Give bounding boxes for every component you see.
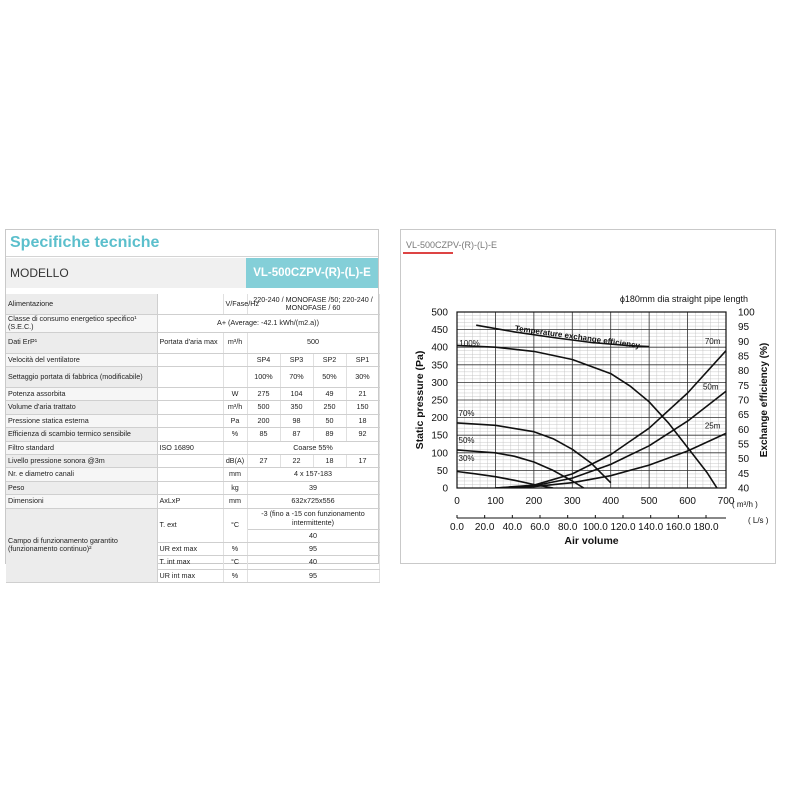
spec-speed-value: SP4 <box>247 353 280 366</box>
spec-unit <box>223 366 247 387</box>
spec-speed-value: 18 <box>346 414 379 427</box>
spec-label: Volume d'aria trattato <box>6 401 157 414</box>
spec-speed-value: 50 <box>313 414 346 427</box>
spec-unit: % <box>223 428 247 441</box>
spec-value: 220-240 / MONOFASE /50; 220-240 / MONOFASE / 60 <box>247 294 379 315</box>
y-right-tick-label: 70 <box>738 395 750 407</box>
y-right-tick-label: 45 <box>738 468 750 480</box>
range-value: -3 (fino a -15 con funzionamento intermittente) <box>247 508 379 529</box>
spec-sublabel <box>157 468 223 481</box>
spec-speed-value: 104 <box>280 387 313 400</box>
spec-row <box>6 387 379 400</box>
model-label: MODELLO <box>10 266 69 280</box>
spec-sublabel <box>157 294 223 315</box>
x-tick-label: 300 <box>563 496 581 507</box>
spec-sublabel: ISO 16890 <box>157 441 223 454</box>
range-value: 95 <box>247 569 379 582</box>
y-right-tick-label: 75 <box>738 380 750 392</box>
x-ls-tick-label: 20.0 <box>474 522 495 533</box>
y-tick-label: 100 <box>431 448 448 460</box>
spec-speed-value: 49 <box>313 387 346 400</box>
spec-sublabel <box>157 414 223 427</box>
spec-unit: Pa <box>223 414 247 427</box>
range-unit: % <box>223 569 247 582</box>
x-tick-label: 600 <box>679 496 696 507</box>
x-ls-tick-label: 140.0 <box>638 522 664 533</box>
series-label: 70m <box>704 337 721 347</box>
range-value: 95 <box>247 542 379 555</box>
x-ls-tick-label: 80.0 <box>557 522 578 533</box>
y-tick-label: 0 <box>442 483 448 495</box>
spec-speed-value: SP1 <box>346 353 379 366</box>
spec-label: Nr. e diametro canali <box>6 468 157 481</box>
spec-value: Coarse 55% <box>247 441 379 454</box>
spec-speed-value: 70% <box>280 366 313 387</box>
series-label: 50% <box>458 435 475 445</box>
spec-speed-value: SP2 <box>313 353 346 366</box>
spec-row <box>6 414 379 427</box>
range-sublabel: T. ext <box>157 508 223 542</box>
efficiency-annotation: Temperature exchange efficiency <box>514 323 641 351</box>
x-tick-label: 700 <box>717 496 735 507</box>
spec-value: 39 <box>247 481 379 494</box>
spec-speed-value: 150 <box>346 401 379 414</box>
y-tick-label: 400 <box>431 342 448 354</box>
pq-chart <box>401 230 775 563</box>
spec-speed-value: 18 <box>313 454 346 467</box>
range-unit: °C <box>223 508 247 542</box>
spec-unit: mm <box>223 468 247 481</box>
y-tick-label: 150 <box>431 430 448 442</box>
range-value: 40 <box>247 556 379 569</box>
spec-speed-value: 350 <box>280 401 313 414</box>
spec-sublabel <box>157 454 223 467</box>
range-unit: % <box>223 542 247 555</box>
y-right-tick-label: 60 <box>738 424 750 436</box>
range-value: 40 <box>247 529 379 542</box>
spec-title: Specifiche tecniche <box>10 234 160 251</box>
spec-speed-value: 27 <box>247 454 280 467</box>
y-right-tick-label: 85 <box>738 351 750 363</box>
spec-label: Efficienza di scambio termico sensibile <box>6 428 157 441</box>
spec-value: A+ (Average: -42.1 kWh/(m2.a)) <box>157 315 379 333</box>
spec-row <box>6 441 379 454</box>
y-right-tick-label: 80 <box>738 366 750 378</box>
spec-sublabel <box>157 366 223 387</box>
y-tick-label: 500 <box>431 307 448 319</box>
y-right-tick-label: 65 <box>738 410 750 422</box>
spec-unit: m³/h <box>223 332 247 353</box>
spec-unit: mm <box>223 495 247 508</box>
spec-sublabel: Portata d'aria max <box>157 332 223 353</box>
spec-sublabel <box>157 401 223 414</box>
spec-unit <box>223 353 247 366</box>
y-right-tick-label: 40 <box>738 483 750 495</box>
y-tick-label: 250 <box>431 395 448 407</box>
spec-row <box>6 294 379 315</box>
y-right-axis-label: Exchange efficiency (%) <box>759 342 770 458</box>
spec-speed-value: 87 <box>280 428 313 441</box>
spec-unit: m³/h <box>223 401 247 414</box>
x-ls-tick-label: 120.0 <box>610 522 636 533</box>
model-row <box>6 258 378 288</box>
y-right-tick-label: 90 <box>738 336 750 348</box>
y-right-tick-label: 100 <box>738 307 755 319</box>
spec-value: 4 x 157-183 <box>247 468 379 481</box>
spec-speed-value: 92 <box>346 428 379 441</box>
spec-speed-value: 98 <box>280 414 313 427</box>
spec-speed-value: 89 <box>313 428 346 441</box>
spec-label: Classe di consumo energetico specifico¹ (S.E.C.) <box>6 315 157 333</box>
x-tick-label: 200 <box>525 496 543 507</box>
y-tick-label: 50 <box>436 465 448 477</box>
spec-unit <box>223 441 247 454</box>
spec-value: 632x725x556 <box>247 495 379 508</box>
series-label: 30% <box>458 454 475 464</box>
spec-panel <box>5 229 379 580</box>
spec-sublabel <box>157 387 223 400</box>
x-unit-top: ( m³/h ) <box>732 500 758 509</box>
spec-speed-value: 275 <box>247 387 280 400</box>
chart-title: ϕ180mm dia straight pipe length <box>619 294 748 304</box>
model-name: VL-500CZPV-(R)-(L)-E <box>246 258 378 288</box>
range-label: Campo di funzionamento garantito (funzionamento continuo)² <box>6 508 157 583</box>
spec-row <box>6 401 379 414</box>
spec-unit: dB(A) <box>223 454 247 467</box>
y-tick-label: 450 <box>431 325 448 337</box>
spec-speed-value: 22 <box>280 454 313 467</box>
range-unit: °C <box>223 556 247 569</box>
spec-row <box>6 428 379 441</box>
y-right-tick-label: 50 <box>738 454 750 466</box>
chart-caption: VL-500CZPV-(R)-(L)-E <box>406 240 498 250</box>
y-tick-label: 350 <box>431 360 448 372</box>
x-tick-label: 100 <box>487 496 504 507</box>
spec-speed-value: 21 <box>346 387 379 400</box>
x-ls-tick-label: 0.0 <box>450 522 464 533</box>
chart-panel <box>400 229 776 564</box>
spec-label: Velocità del ventilatore <box>6 353 157 366</box>
spec-value: 500 <box>247 332 379 353</box>
spec-row <box>6 468 379 481</box>
spec-row <box>6 353 379 366</box>
spec-speed-value: 250 <box>313 401 346 414</box>
x-tick-label: 0 <box>454 496 460 507</box>
series-label: 25m <box>704 421 721 431</box>
spec-row <box>6 454 379 467</box>
x-tick-label: 400 <box>602 496 620 507</box>
spec-row <box>6 366 379 387</box>
spec-label: Pressione statica esterna <box>6 414 157 427</box>
spec-row <box>6 332 379 353</box>
spec-sublabel <box>157 353 223 366</box>
y-right-tick-label: 95 <box>738 322 750 334</box>
spec-sublabel <box>157 428 223 441</box>
series-label: 100% <box>459 338 480 348</box>
spec-label: Dati ErP¹ <box>6 332 157 353</box>
spec-speed-value: 85 <box>247 428 280 441</box>
range-sublabel: UR int max <box>157 569 223 582</box>
spec-row <box>6 481 379 494</box>
spec-table <box>6 294 380 583</box>
x-ls-tick-label: 180.0 <box>693 522 719 533</box>
spec-speed-value: 500 <box>247 401 280 414</box>
series-label: 50m <box>702 382 719 392</box>
spec-label: Livello pressione sonora @3m <box>6 454 157 467</box>
x-tick-label: 500 <box>640 496 658 507</box>
spec-speed-value: 17 <box>346 454 379 467</box>
spec-sublabel <box>157 481 223 494</box>
title-divider <box>6 256 378 257</box>
spec-unit: V/Fase/Hz <box>223 294 247 315</box>
x-ls-tick-label: 160.0 <box>665 522 691 533</box>
x-unit-bottom: ( L/s ) <box>748 516 769 525</box>
spec-speed-value: 200 <box>247 414 280 427</box>
y-tick-label: 200 <box>431 413 448 425</box>
spec-unit: kg <box>223 481 247 494</box>
y-axis-label: Static pressure (Pa) <box>414 350 426 450</box>
spec-sublabel: AxLxP <box>157 495 223 508</box>
x-ls-tick-label: 100.0 <box>582 522 608 533</box>
spec-label: Filtro standard <box>6 441 157 454</box>
spec-label: Potenza assorbita <box>6 387 157 400</box>
spec-label: Peso <box>6 481 157 494</box>
x-axis-label: Air volume <box>564 535 619 547</box>
range-sublabel: T. int max <box>157 556 223 569</box>
series-label: 70% <box>458 409 475 419</box>
spec-label: Alimentazione <box>6 294 157 315</box>
spec-speed-value: 50% <box>313 366 346 387</box>
x-ls-tick-label: 40.0 <box>502 522 523 533</box>
spec-row <box>6 315 379 333</box>
y-right-tick-label: 55 <box>738 439 750 451</box>
range-row <box>6 508 379 529</box>
spec-speed-value: 30% <box>346 366 379 387</box>
x-ls-tick-label: 60.0 <box>530 522 550 533</box>
range-sublabel: UR ext max <box>157 542 223 555</box>
spec-speed-value: 100% <box>247 366 280 387</box>
y-tick-label: 300 <box>431 377 448 389</box>
spec-label: Dimensioni <box>6 495 157 508</box>
spec-label: Settaggio portata di fabbrica (modificabile) <box>6 366 157 387</box>
spec-unit: W <box>223 387 247 400</box>
spec-speed-value: SP3 <box>280 353 313 366</box>
spec-row <box>6 495 379 508</box>
